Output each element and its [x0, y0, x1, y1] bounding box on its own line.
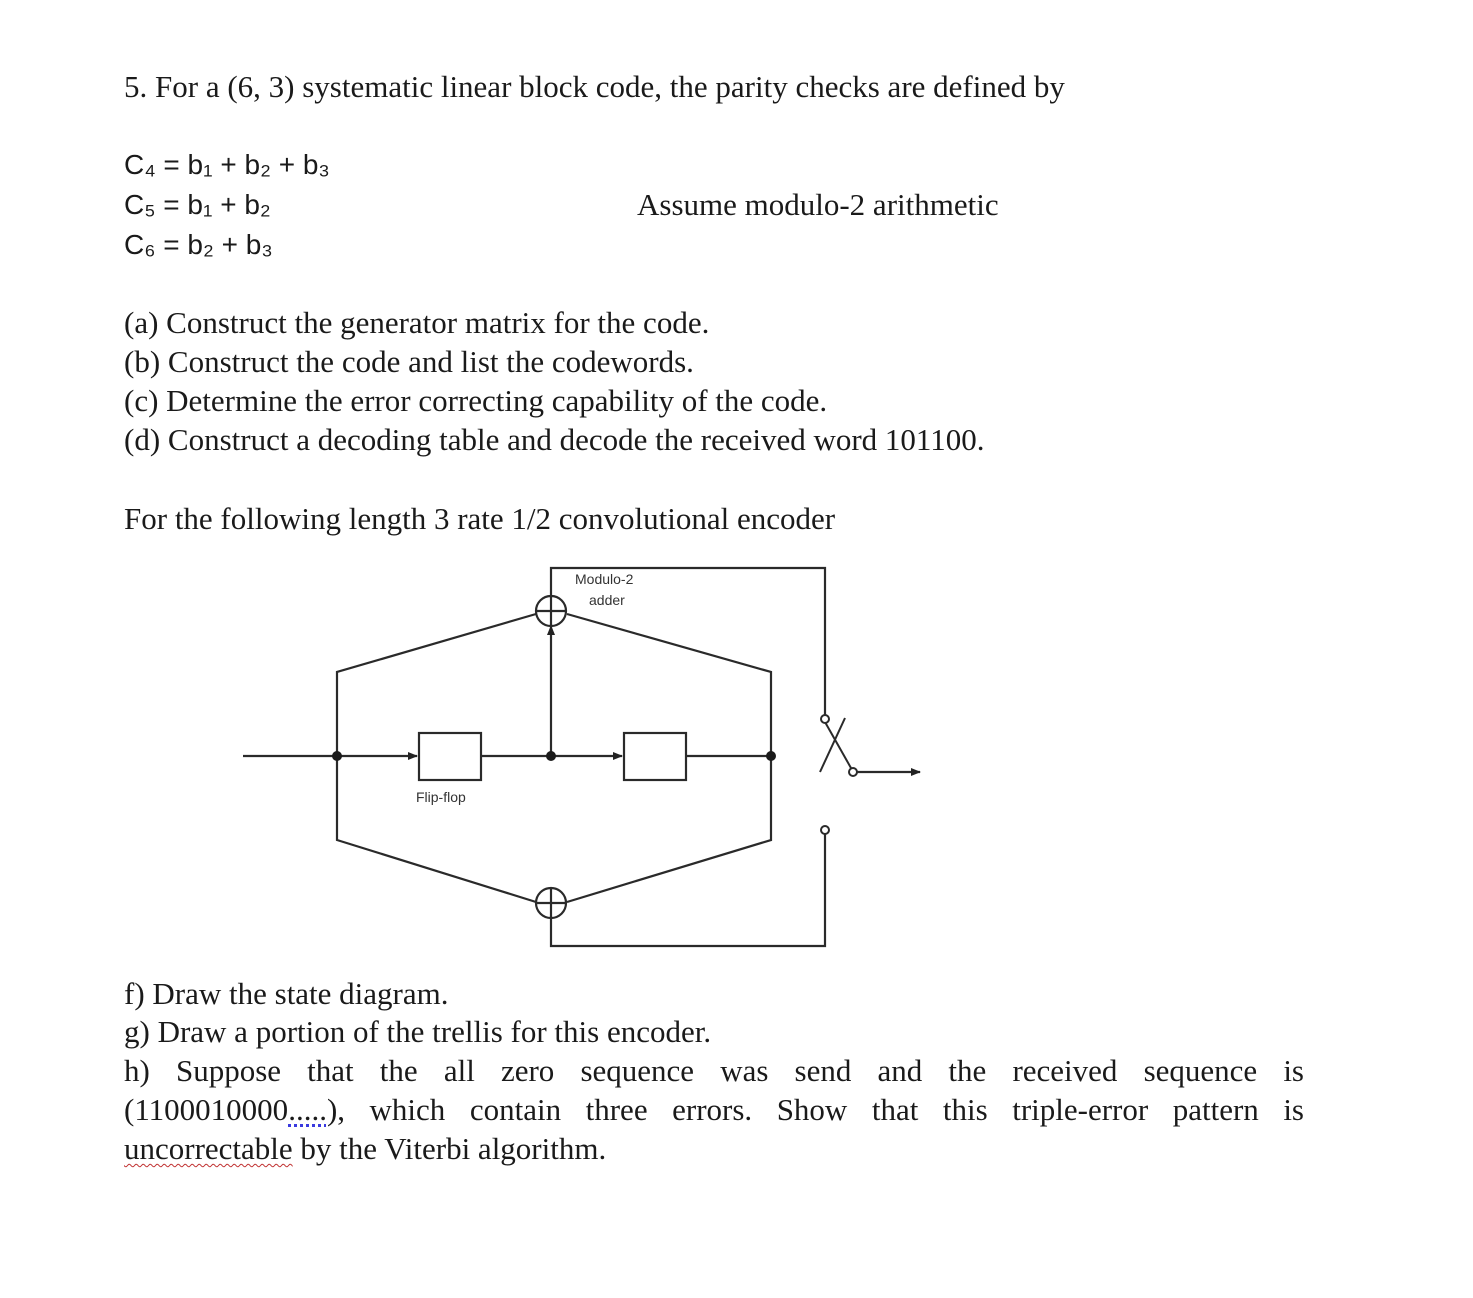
equation-c5: C₅ = b₁ + b₂ — [124, 189, 271, 220]
convolutional-encoder-diagram — [230, 560, 950, 960]
switch-contact-upper — [821, 715, 829, 723]
equation-c4: C₄ = b₁ + b₂ + b₃ — [124, 149, 330, 180]
lower-output-path — [551, 833, 825, 946]
part-f: f) Draw the state diagram. — [124, 976, 449, 1011]
part-h-line1: h) Suppose that the all zero sequence was send and the received sequence is — [124, 1053, 1304, 1088]
part-c: (c) Determine the error correcting capability of the code. — [124, 383, 828, 418]
sequence-ellipsis: ..... — [288, 1092, 327, 1127]
flip-flop-label: Flip-flop — [416, 789, 466, 805]
switch-pivot — [825, 722, 851, 768]
junction-dot — [332, 751, 342, 761]
part-g: g) Draw a portion of the trellis for this encoder. — [124, 1014, 712, 1049]
part-a: (a) Construct the generator matrix for the code. — [124, 305, 710, 340]
part-h-line3 — [124, 1130, 606, 1168]
junction-dot — [546, 751, 556, 761]
adder-label-line1: Modulo-2 — [575, 571, 634, 587]
received-sequence: (1100010000 — [124, 1092, 289, 1127]
flip-flop-2 — [624, 733, 686, 780]
switch-arm — [820, 718, 845, 772]
part-h-line3-text: by the Viterbi algorithm. — [292, 1131, 607, 1166]
part-h-line2 — [124, 1091, 1304, 1129]
convolutional-intro: For the following length 3 rate 1/2 convolutional encoder — [124, 501, 836, 536]
spellcheck-word: uncorrectable — [124, 1131, 293, 1166]
part-d: (d) Construct a decoding table and decode the received word 101100. — [124, 422, 985, 457]
switch-contact-lower — [821, 826, 829, 834]
question-intro: 5. For a (6, 3) systematic linear block code, the parity checks are defined by — [124, 69, 1065, 104]
part-h-line2-text: ), which contain three errors. Show that this triple-error pattern is — [326, 1092, 1304, 1127]
part-b: (b) Construct the code and list the codewords. — [124, 344, 694, 379]
flip-flop-1 — [419, 733, 481, 780]
switch-contact-output — [849, 768, 857, 776]
assumption-note: Assume modulo-2 arithmetic — [637, 187, 999, 222]
equation-c6: C₆ = b₂ + b₃ — [124, 229, 273, 260]
junction-dot — [766, 751, 776, 761]
adder-label-line2: adder — [589, 592, 625, 608]
upper-output-path — [551, 568, 825, 715]
